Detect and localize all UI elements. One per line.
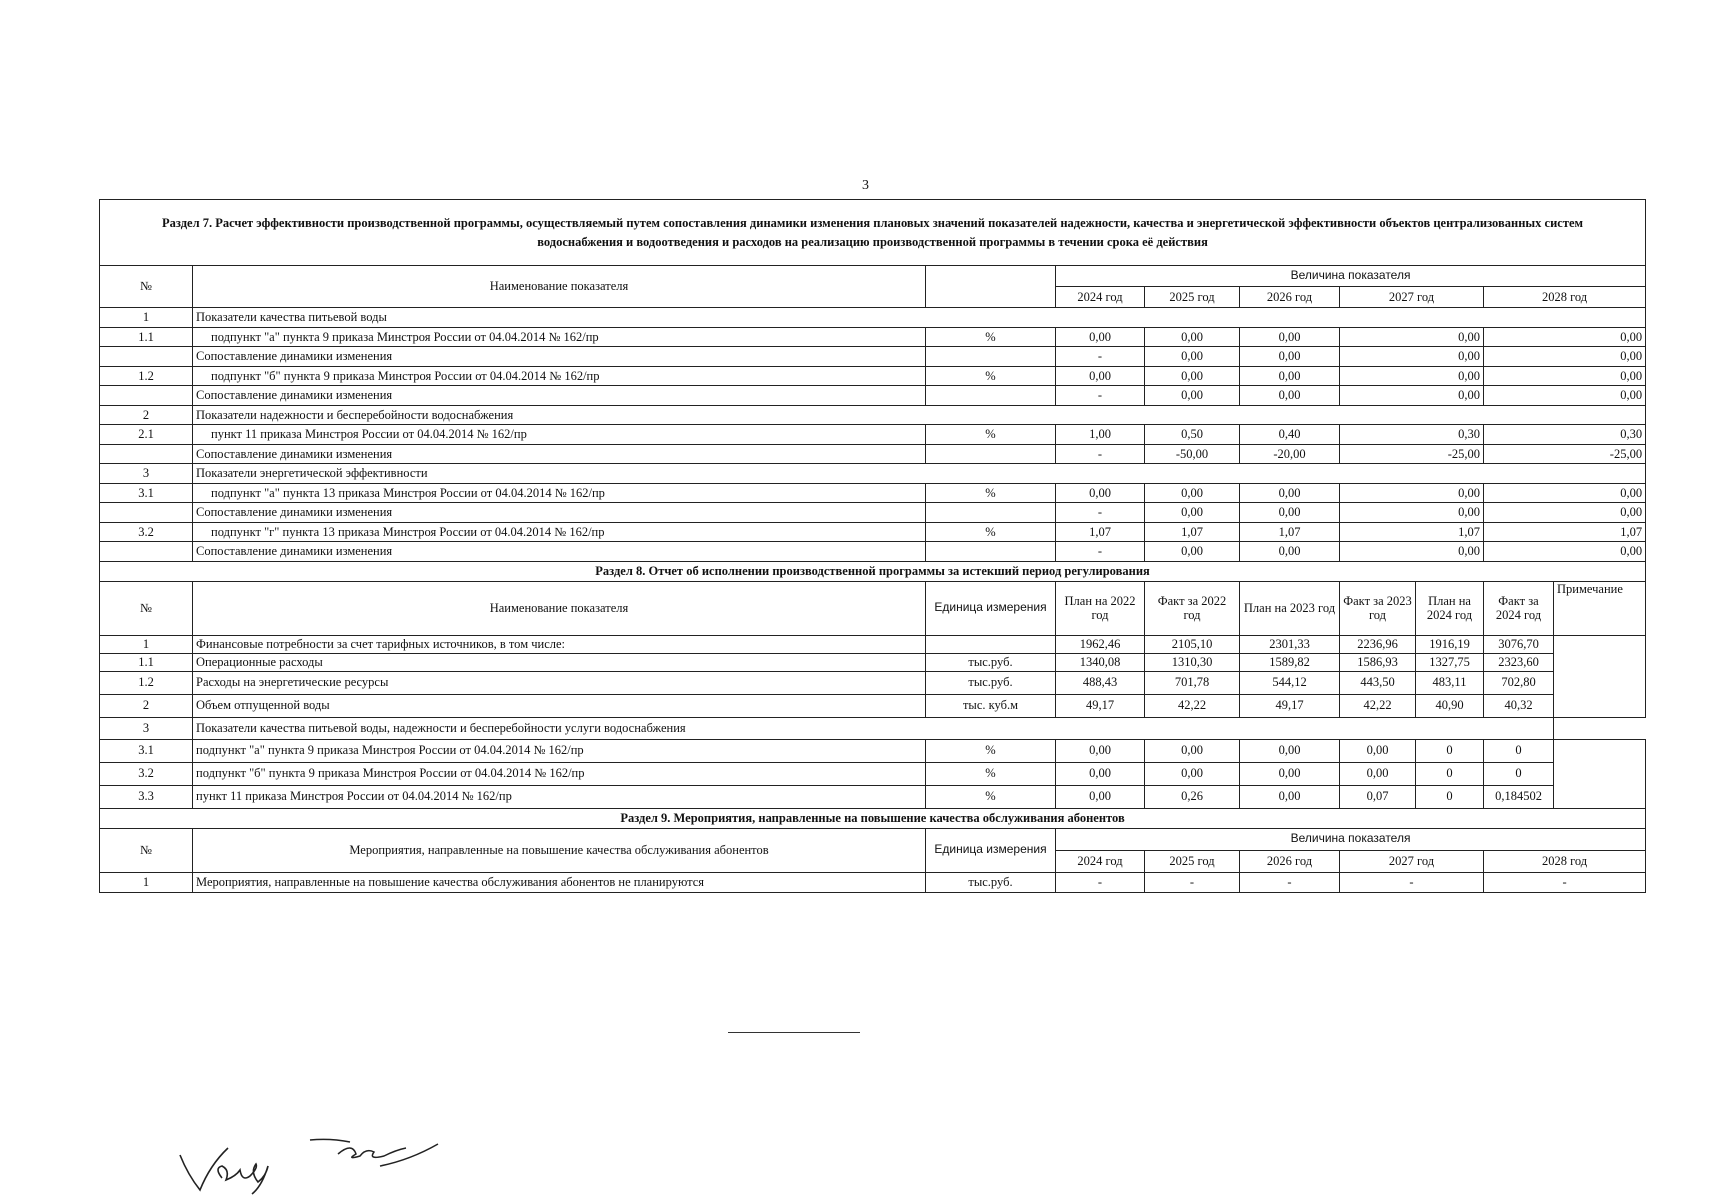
row-value: -	[1056, 503, 1145, 523]
col-header-year: 2028 год	[1484, 850, 1646, 872]
row-value: 0,00	[1145, 347, 1240, 367]
row-value: 1310,30	[1145, 653, 1240, 671]
row-value: 488,43	[1056, 671, 1145, 694]
separator-line	[728, 1032, 860, 1033]
row-value: 443,50	[1340, 671, 1416, 694]
col-header-name: Мероприятия, направленные на повышение качества обслуживания абонентов	[193, 828, 926, 872]
row-value: 0,00	[1145, 542, 1240, 562]
col-header-year: 2026 год	[1240, 850, 1340, 872]
col-header-year: 2024 год	[1056, 850, 1145, 872]
row-value: 0,00	[1340, 386, 1484, 406]
row-value: -	[1056, 386, 1145, 406]
col-header-period: Факт за 2024 год	[1484, 581, 1554, 635]
row-value: 0,00	[1240, 347, 1340, 367]
row-name: Операционные расходы	[193, 653, 926, 671]
col-header-unit: Единица измерения	[926, 828, 1056, 872]
row-number	[100, 386, 193, 406]
row-unit	[926, 386, 1056, 406]
row-number: 3	[100, 464, 193, 484]
section7-title: Раздел 7. Расчет эффективности производственной программы, осуществляемый путем сопоставления динамики изменения плановых значений показателей надежности, качества и энергетической эффективности объектов централизованных систем водоснабжения и водоотведения и расходов на реализацию производственной программы в течении срока её действия	[100, 200, 1646, 266]
page-number: 3	[862, 178, 869, 193]
row-value: 0,00	[1240, 483, 1340, 503]
row-name: подпункт "а" пункта 9 приказа Минстроя России от 04.04.2014 № 162/пр	[193, 739, 926, 762]
row-unit	[926, 444, 1056, 464]
col-header-year: 2026 год	[1240, 287, 1340, 308]
row-unit: %	[926, 739, 1056, 762]
row-value: 0,00	[1484, 327, 1646, 347]
row-value: 0,00	[1240, 762, 1340, 785]
row-number: 3.2	[100, 762, 193, 785]
row-value: 0,00	[1340, 327, 1484, 347]
row-value: 0,07	[1340, 785, 1416, 808]
row-value: 0,00	[1056, 739, 1145, 762]
row-unit: %	[926, 483, 1056, 503]
row-name: Сопоставление динамики изменения	[193, 542, 926, 562]
row-unit: %	[926, 425, 1056, 445]
row-name: пункт 11 приказа Минстроя России от 04.04.2014 № 162/пр	[193, 425, 926, 445]
group-label: Показатели качества питьевой воды	[193, 308, 1646, 328]
col-header-no: №	[100, 581, 193, 635]
row-unit: %	[926, 522, 1056, 542]
row-number: 2.1	[100, 425, 193, 445]
row-number: 3.2	[100, 522, 193, 542]
col-header-name: Наименование показателя	[193, 581, 926, 635]
row-number: 1.2	[100, 671, 193, 694]
row-value: 0	[1416, 785, 1484, 808]
row-value: 1340,08	[1056, 653, 1145, 671]
row-value: -	[1484, 872, 1646, 892]
row-value: -	[1240, 872, 1340, 892]
row-unit: тыс.руб.	[926, 671, 1056, 694]
col-header-year: 2024 год	[1056, 287, 1145, 308]
row-name: подпункт "г" пункта 13 приказа Минстроя России от 04.04.2014 № 162/пр	[193, 522, 926, 542]
col-header-period: План на 2023 год	[1240, 581, 1340, 635]
row-value: 0,00	[1340, 483, 1484, 503]
signatures	[170, 1120, 490, 1200]
row-value: -	[1056, 347, 1145, 367]
group-label: Показатели качества питьевой воды, надежности и бесперебойности услуги водоснабжения	[193, 717, 1554, 739]
row-value: 0,00	[1240, 739, 1340, 762]
row-value: -25,00	[1340, 444, 1484, 464]
row-value: 544,12	[1240, 671, 1340, 694]
note-cell	[1554, 739, 1646, 808]
section9-title: Раздел 9. Мероприятия, направленные на повышение качества обслуживания абонентов	[100, 808, 1646, 828]
row-value: 1962,46	[1056, 635, 1145, 653]
row-value: 0,00	[1340, 366, 1484, 386]
row-number: 1	[100, 635, 193, 653]
row-value: 2236,96	[1340, 635, 1416, 653]
row-value: 49,17	[1240, 694, 1340, 717]
row-value: 1,07	[1340, 522, 1484, 542]
row-value: 0,30	[1340, 425, 1484, 445]
row-value: 0,184502	[1484, 785, 1554, 808]
row-value: 0,00	[1484, 386, 1646, 406]
row-name: Сопоставление динамики изменения	[193, 386, 926, 406]
row-value: 0,00	[1240, 542, 1340, 562]
row-name: подпункт "а" пункта 13 приказа Минстроя России от 04.04.2014 № 162/пр	[193, 483, 926, 503]
row-value: -25,00	[1484, 444, 1646, 464]
row-value: 0,00	[1145, 503, 1240, 523]
row-value: 1,00	[1056, 425, 1145, 445]
row-number: 3.1	[100, 483, 193, 503]
row-value: 2105,10	[1145, 635, 1240, 653]
row-value: 702,80	[1484, 671, 1554, 694]
row-value: 0,00	[1484, 503, 1646, 523]
row-unit: %	[926, 366, 1056, 386]
row-value: 483,11	[1416, 671, 1484, 694]
row-value: 0,00	[1145, 366, 1240, 386]
report-table	[99, 199, 1646, 893]
row-value: 1589,82	[1240, 653, 1340, 671]
col-header-unit	[926, 266, 1056, 308]
row-value: -50,00	[1145, 444, 1240, 464]
col-header-year: 2027 год	[1340, 850, 1484, 872]
row-value: 0	[1416, 762, 1484, 785]
row-value: 42,22	[1145, 694, 1240, 717]
row-value: 0	[1484, 762, 1554, 785]
row-value: 0,00	[1340, 503, 1484, 523]
row-value: 0,40	[1240, 425, 1340, 445]
row-value: 701,78	[1145, 671, 1240, 694]
row-unit	[926, 347, 1056, 367]
row-number	[100, 347, 193, 367]
row-name: Сопоставление динамики изменения	[193, 503, 926, 523]
row-value: 0,00	[1056, 366, 1145, 386]
row-value: 0,00	[1340, 739, 1416, 762]
row-number	[100, 503, 193, 523]
row-name: Сопоставление динамики изменения	[193, 347, 926, 367]
row-value: 0,00	[1056, 762, 1145, 785]
row-value: 1,07	[1056, 522, 1145, 542]
row-name: подпункт "б" пункта 9 приказа Минстроя России от 04.04.2014 № 162/пр	[193, 762, 926, 785]
col-header-no: №	[100, 828, 193, 872]
row-value: 40,32	[1484, 694, 1554, 717]
col-header-name: Наименование показателя	[193, 266, 926, 308]
row-value: -	[1340, 872, 1484, 892]
row-value: 0,00	[1145, 762, 1240, 785]
row-unit	[926, 635, 1056, 653]
row-number: 1	[100, 308, 193, 328]
row-value: 1327,75	[1416, 653, 1484, 671]
row-value: 0,00	[1056, 785, 1145, 808]
row-value: 1,07	[1240, 522, 1340, 542]
row-number	[100, 542, 193, 562]
note-cell	[1554, 635, 1646, 717]
row-unit	[926, 542, 1056, 562]
row-value: 0,00	[1240, 327, 1340, 347]
col-header-note: Примечание	[1554, 581, 1646, 635]
row-value: -	[1145, 872, 1240, 892]
row-value: -	[1056, 872, 1145, 892]
row-value: 42,22	[1340, 694, 1416, 717]
col-header-value: Величина показателя	[1056, 828, 1646, 850]
row-name: Мероприятия, направленные на повышение качества обслуживания абонентов не планируются	[193, 872, 926, 892]
row-value: 1586,93	[1340, 653, 1416, 671]
col-header-year: 2027 год	[1340, 287, 1484, 308]
row-value: 2323,60	[1484, 653, 1554, 671]
row-value: 0,00	[1056, 483, 1145, 503]
col-header-period: План на 2022 год	[1056, 581, 1145, 635]
row-name: Финансовые потребности за счет тарифных источников, в том числе:	[193, 635, 926, 653]
row-value: 0,50	[1145, 425, 1240, 445]
row-unit: тыс.руб.	[926, 872, 1056, 892]
row-value: 0,00	[1340, 762, 1416, 785]
col-header-year: 2025 год	[1145, 850, 1240, 872]
row-value: 0,00	[1484, 347, 1646, 367]
row-value: 0,00	[1145, 386, 1240, 406]
row-value: 0,00	[1145, 483, 1240, 503]
row-value: 0,00	[1240, 785, 1340, 808]
row-number: 1	[100, 872, 193, 892]
row-number: 1.2	[100, 366, 193, 386]
row-number: 1.1	[100, 327, 193, 347]
row-unit: тыс. куб.м	[926, 694, 1056, 717]
row-value: 0,30	[1484, 425, 1646, 445]
row-value: 49,17	[1056, 694, 1145, 717]
row-name: подпункт "а" пункта 9 приказа Минстроя России от 04.04.2014 № 162/пр	[193, 327, 926, 347]
row-number: 3.1	[100, 739, 193, 762]
row-value: 0,00	[1240, 386, 1340, 406]
row-value: 0,00	[1484, 366, 1646, 386]
row-value: 2301,33	[1240, 635, 1340, 653]
col-header-period: План на 2024 год	[1416, 581, 1484, 635]
row-value: 40,90	[1416, 694, 1484, 717]
section8-title: Раздел 8. Отчет об исполнении производственной программы за истекший период регулирования	[100, 561, 1646, 581]
row-unit: %	[926, 762, 1056, 785]
row-value: 1,07	[1484, 522, 1646, 542]
row-number: 3.3	[100, 785, 193, 808]
row-value: 0,00	[1145, 739, 1240, 762]
col-header-period: Факт за 2023 год	[1340, 581, 1416, 635]
row-number: 3	[100, 717, 193, 739]
group-label: Показатели надежности и бесперебойности водоснабжения	[193, 405, 1646, 425]
row-name: Объем отпущенной воды	[193, 694, 926, 717]
row-value: 1916,19	[1416, 635, 1484, 653]
row-value: -	[1056, 542, 1145, 562]
row-value: 0,00	[1240, 366, 1340, 386]
row-name: Расходы на энергетические ресурсы	[193, 671, 926, 694]
row-value: 0	[1416, 739, 1484, 762]
row-number: 1.1	[100, 653, 193, 671]
row-number	[100, 444, 193, 464]
row-value: 1,07	[1145, 522, 1240, 542]
row-unit: %	[926, 785, 1056, 808]
row-name: пункт 11 приказа Минстроя России от 04.04.2014 № 162/пр	[193, 785, 926, 808]
col-header-no: №	[100, 266, 193, 308]
row-number: 2	[100, 405, 193, 425]
row-value: 0,00	[1240, 503, 1340, 523]
row-value: 0,26	[1145, 785, 1240, 808]
col-header-unit: Единица измерения	[926, 581, 1056, 635]
row-value: 0,00	[1484, 542, 1646, 562]
col-header-value: Величина показателя	[1056, 266, 1646, 287]
row-value: 3076,70	[1484, 635, 1554, 653]
row-value: -20,00	[1240, 444, 1340, 464]
row-name: Сопоставление динамики изменения	[193, 444, 926, 464]
row-value: 0,00	[1340, 542, 1484, 562]
row-unit: %	[926, 327, 1056, 347]
col-header-period: Факт за 2022 год	[1145, 581, 1240, 635]
row-value: 0,00	[1056, 327, 1145, 347]
row-value: 0,00	[1340, 347, 1484, 367]
col-header-year: 2025 год	[1145, 287, 1240, 308]
col-header-year: 2028 год	[1484, 287, 1646, 308]
row-unit	[926, 503, 1056, 523]
row-value: 0,00	[1484, 483, 1646, 503]
row-value: 0	[1484, 739, 1554, 762]
row-value: -	[1056, 444, 1145, 464]
row-name: подпункт "б" пункта 9 приказа Минстроя России от 04.04.2014 № 162/пр	[193, 366, 926, 386]
row-number: 2	[100, 694, 193, 717]
group-label: Показатели энергетической эффективности	[193, 464, 1646, 484]
row-unit: тыс.руб.	[926, 653, 1056, 671]
row-value: 0,00	[1145, 327, 1240, 347]
